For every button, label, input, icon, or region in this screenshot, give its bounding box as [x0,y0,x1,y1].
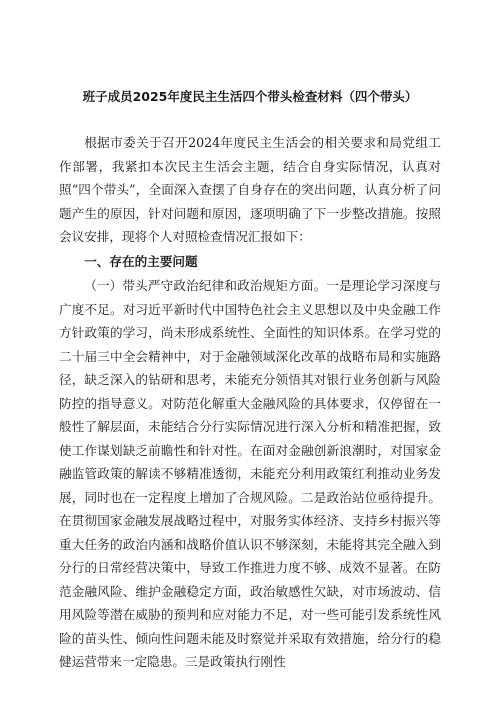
section-heading: 一、存在的主要问题 [84,254,198,269]
intro-paragraph: 根据市委关于召开2024年度民主生活会的相关要求和局党组工作部署，我紧扣本次民主生活会主题，结合自身实际情况，认真对照“四个带头”，全面深入查摆了自身存在的突出问题，认真分析了问题产生的原因，针对问题和原因，逐项明确了下一步整改措施。按照会议安排，现将个人对照检查情况汇报如下： [59,135,441,244]
document-title: 班子成员2025年度民主生活四个带头检查材料（四个带头） [82,89,418,104]
body-paragraph: （一）带头严守政治纪律和政治规矩方面。一是理论学习深度与广度不足。对习近平新时代中国特色社会主义思想以及中央金融工作方针政策的学习，尚未形成系统性、全面性的知识体系。在学习党的二十届三中全会精神中，对于金融领域深化改革的战略布局和实施路径，缺乏深入的钻研和思考，未能充分领悟其对银行业务创新与风险防控的指导意义。对防范化解重大金融风险的具体要求，仅停留在一般性了解层面，未能结合分行实际情况进行深入分析和精准把握，致使工作谋划缺乏前瞻性和针对性。在面对金融创新浪潮时，对国家金融监管政策的解读不够精准透彻，未能充分利用政策红利推动业务发展，同时也在一定程度上增加了合规风险。二是政治站位亟待提升。在贯彻国家金融发展战略过程中，对服务实体经济、支持乡村振兴等重大任务的政治内涵和战略价值认识不够深刻，未能将其完全融入到分行的日常经营决策中，导致工作推进力度不够、成效不显著。在防范金融风险、维护金融稳定方面，政治敏感性欠缺，对市场波动、信用风险等潜在威胁的预判和应对能力不足，对一些可能引发系统性风险的苗头性、倾向性问题未能及时察觉并采取有效措施，给分行的稳健运营带来一定隐患。三是政策执行刚性 [59,278,441,669]
